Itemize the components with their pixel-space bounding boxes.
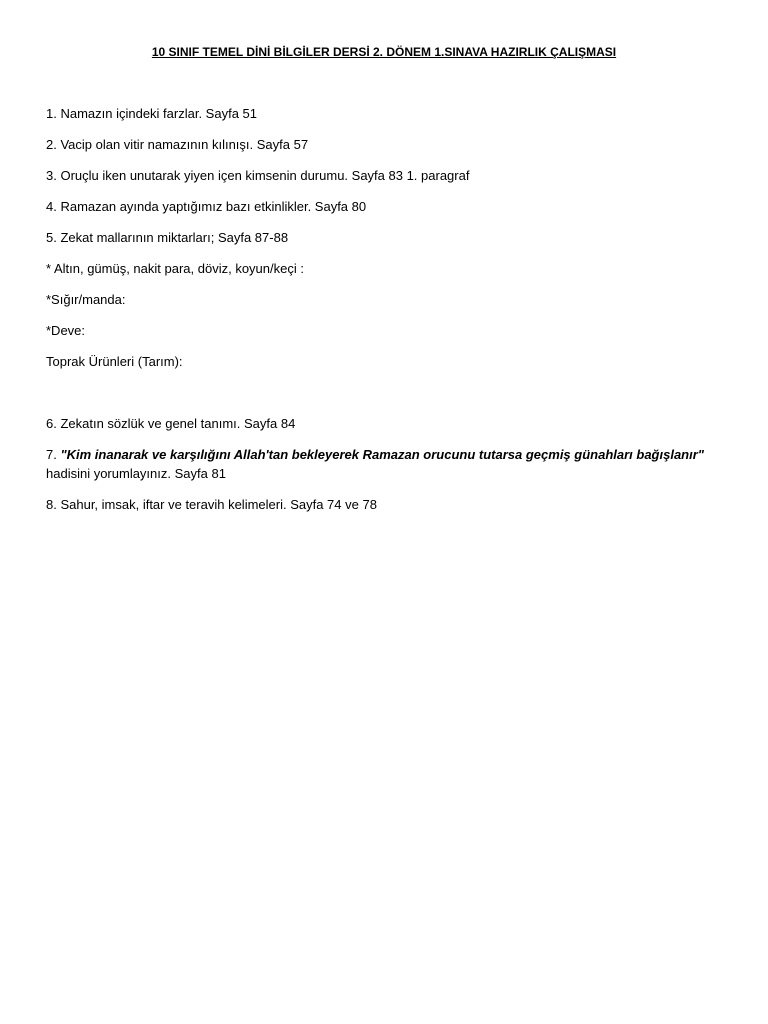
hadith-quote: "Kim inanarak ve karşılığını Allah'tan bekleyerek Ramazan orucunu tutarsa geçmiş günahları bağışlanır"	[60, 447, 704, 462]
list-item: 4. Ramazan ayında yaptığımız bazı etkinlikler. Sayfa 80	[46, 199, 367, 214]
list-item-7	[46, 446, 704, 463]
list-subitem: * Altın, gümüş, nakit para, döviz, koyun/keçi :	[46, 261, 304, 276]
list-item: 8. Sahur, imsak, iftar ve teravih kelimeleri. Sayfa 74 ve 78	[46, 497, 377, 512]
list-item: 5. Zekat mallarının miktarları; Sayfa 87-88	[46, 230, 289, 245]
list-item-7-continuation: hadisini yorumlayınız. Sayfa 81	[46, 466, 226, 481]
document-title: 10 SINIF TEMEL DİNİ BİLGİLER DERSİ 2. DÖNEM 1.SINAVA HAZIRLIK ÇALIŞMASI	[151, 45, 617, 59]
list-item: 2. Vacip olan vitir namazının kılınışı. Sayfa 57	[46, 137, 309, 152]
list-item: 3. Oruçlu iken unutarak yiyen içen kimsenin durumu. Sayfa 83 1. paragraf	[46, 168, 470, 183]
list-subitem: *Sığır/manda:	[46, 292, 126, 307]
list-item: 6. Zekatın sözlük ve genel tanımı. Sayfa 84	[46, 416, 296, 431]
list-item: 1. Namazın içindeki farzlar. Sayfa 51	[46, 106, 257, 121]
list-subitem: *Deve:	[46, 323, 86, 338]
list-subitem: Toprak Ürünleri (Tarım):	[46, 354, 183, 369]
item-number: 7.	[46, 447, 61, 462]
